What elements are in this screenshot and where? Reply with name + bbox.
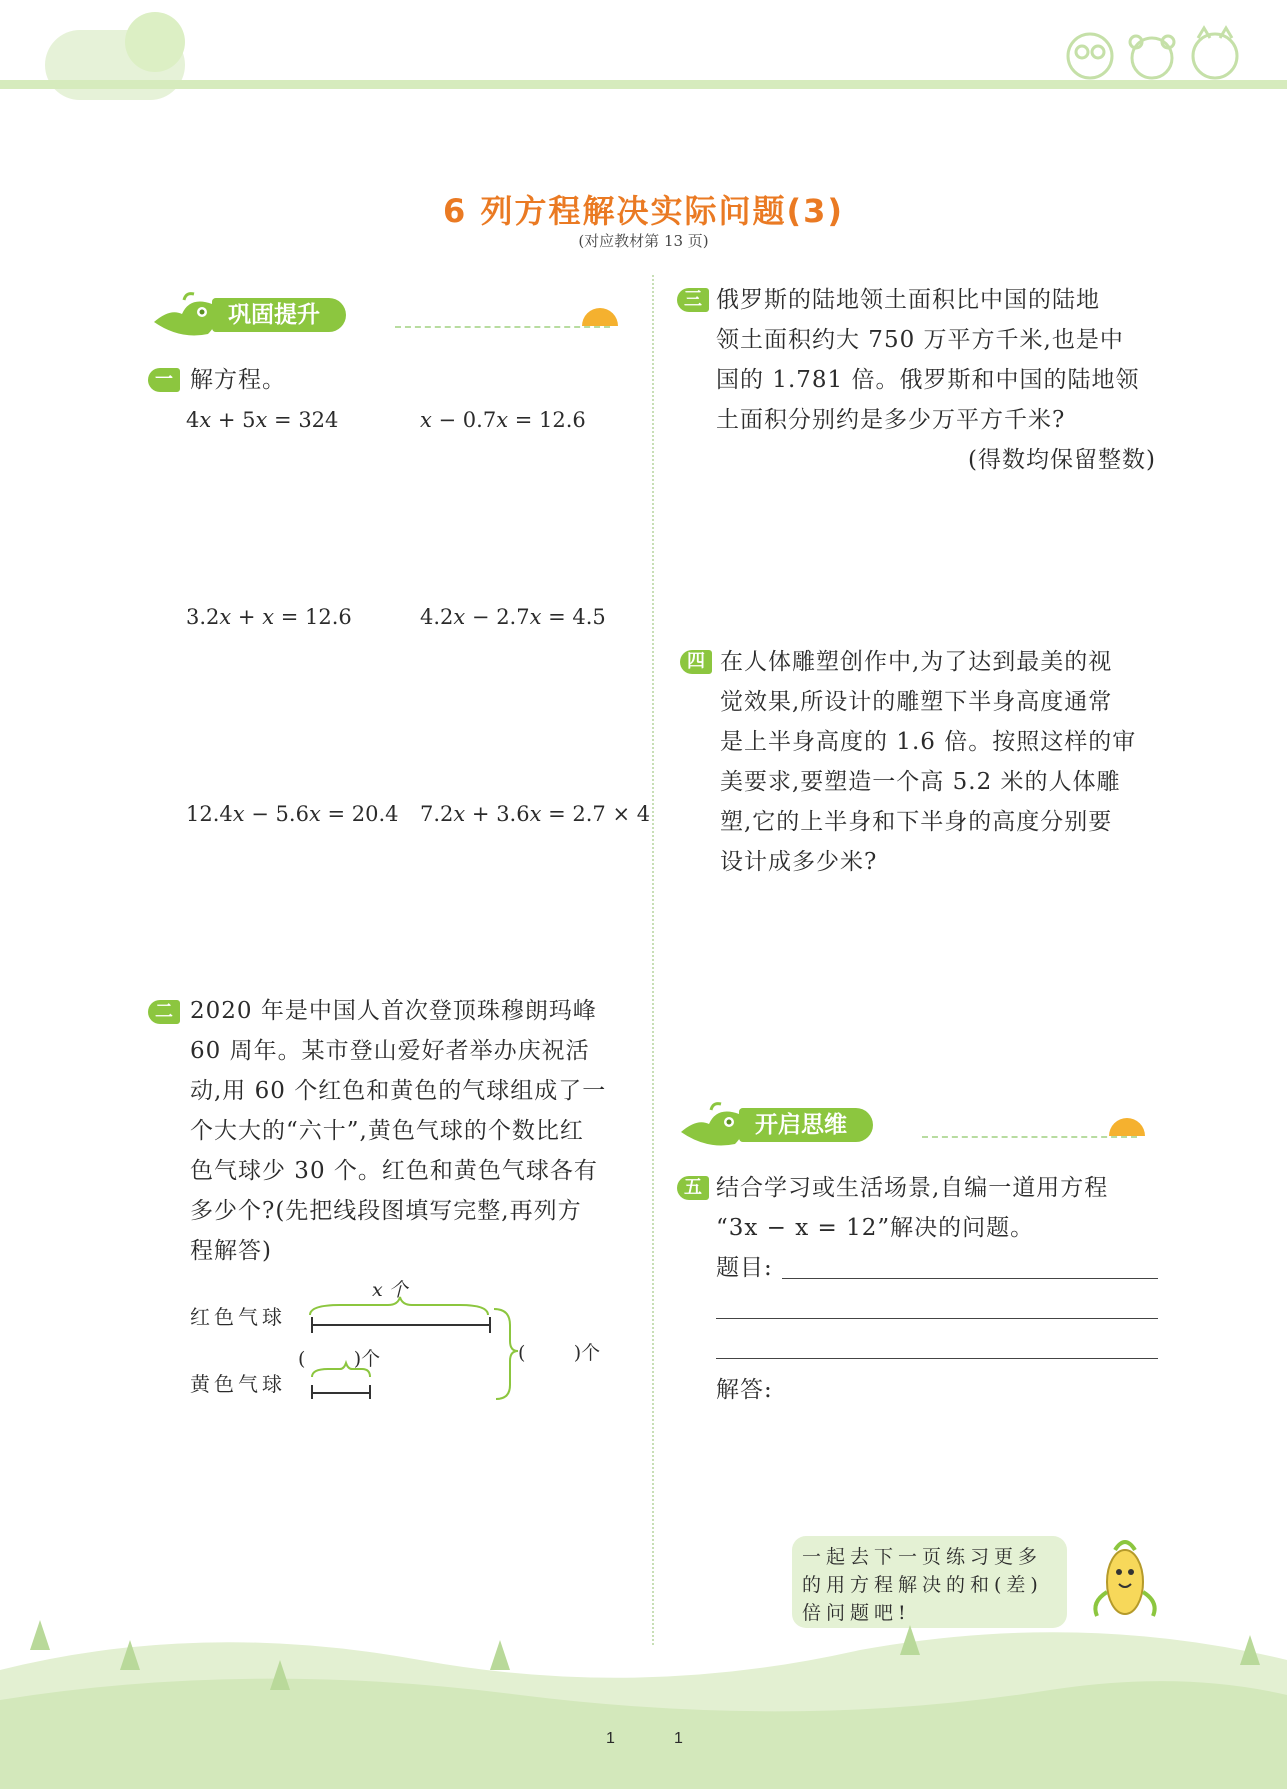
q2-text — [190, 991, 640, 1271]
q4-line: 设计成多少米? — [720, 849, 878, 875]
sunset-icon — [582, 308, 618, 326]
dashed-line — [922, 1136, 1137, 1138]
q3-line: 领土面积约大 750 万平方千米,也是中 — [716, 327, 1124, 353]
page-number: 1 — [674, 1730, 683, 1747]
section-banner-thinking — [677, 1100, 1162, 1150]
q2-line: 动,用 60 个红色和黄色的气球组成了一 — [190, 1078, 607, 1104]
q2-line: 个大大的“六十”,黄色气球的个数比红 — [190, 1118, 584, 1144]
sun-decoration — [125, 12, 185, 72]
q1-heading: 解方程。 — [190, 367, 286, 393]
equation-2: x − 0.7x = 12.6 — [420, 408, 586, 432]
answer-label: 解答: — [716, 1377, 773, 1403]
section-title-thinking: 开启思维 — [739, 1108, 873, 1142]
question-badge-3: 三 — [677, 288, 709, 312]
equation-3: 3.2x + x = 12.6 — [186, 605, 352, 629]
answer-line[interactable] — [716, 1358, 1158, 1359]
topic-label: 题目: — [716, 1255, 773, 1281]
q4-line: 美要求,要塑造一个高 5.2 米的人体雕 — [720, 769, 1121, 795]
bubble-line: 的用方程解决的和(差) — [802, 1574, 1043, 1596]
q3-line: 俄罗斯的陆地领土面积比中国的陆地 — [716, 287, 1100, 313]
question-badge-5: 五 — [677, 1176, 709, 1200]
yellow-balloon-label: 黄色气球 — [190, 1372, 286, 1396]
q4-line: 在人体雕塑创作中,为了达到最美的视 — [720, 649, 1113, 675]
question-badge-2: 二 — [148, 1000, 180, 1024]
q2-line: 色气球少 30 个。红色和黄色气球各有 — [190, 1158, 598, 1184]
q4-line: 觉效果,所设计的雕塑下半身高度通常 — [720, 689, 1113, 715]
total-label: ( )个 — [518, 1342, 601, 1364]
hills-decoration — [0, 1610, 1287, 1789]
answer-line[interactable] — [782, 1278, 1158, 1279]
section-title-consolidate: 巩固提升 — [212, 298, 346, 332]
equation-6: 7.2x + 3.6x = 2.7 × 4 — [420, 802, 651, 826]
segment-diagram — [300, 1295, 530, 1407]
answer-line[interactable] — [716, 1318, 1158, 1319]
x-label: x 个 — [372, 1279, 408, 1301]
q2-line: 60 周年。某市登山爱好者举办庆祝活 — [190, 1038, 590, 1064]
equation-4: 4.2x − 2.7x = 4.5 — [420, 605, 606, 629]
q4-line: 是上半身高度的 1.6 倍。按照这样的审 — [720, 729, 1137, 755]
bubble-line: 倍问题吧! — [802, 1602, 911, 1624]
q3-line: 国的 1.781 倍。俄罗斯和中国的陆地领 — [716, 367, 1140, 393]
animal-faces-icon — [1060, 22, 1250, 84]
page-number: 1 — [606, 1730, 615, 1747]
sunset-icon — [1109, 1118, 1145, 1136]
q3-text — [716, 280, 1186, 480]
bubble-line: 一起去下一页练习更多 — [802, 1546, 1043, 1568]
page-subtitle: (对应教材第 13 页) — [578, 232, 709, 250]
whale-icon — [677, 1100, 747, 1150]
question-badge-4: 四 — [680, 650, 712, 674]
dashed-line — [395, 326, 610, 328]
q4-text — [720, 642, 1190, 882]
q5-text — [716, 1168, 1186, 1248]
blank-label: ( )个 — [298, 1348, 381, 1370]
equation-5: 12.4x − 5.6x = 20.4 — [186, 802, 399, 826]
page-title: 6 列方程解决实际问题(3) — [443, 192, 844, 230]
column-divider — [652, 275, 654, 1645]
q2-line: 多少个?(先把线段图填写完整,再列方 — [190, 1198, 582, 1224]
question-badge-1: 一 — [148, 368, 180, 392]
section-banner-consolidate — [150, 290, 635, 340]
whale-icon — [150, 290, 220, 340]
q3-line: 土面积分别约是多少万平方千米? — [716, 407, 1066, 433]
equation-1: 4x + 5x = 324 — [186, 408, 339, 432]
q5-line: “3x − x = 12”解决的问题。 — [716, 1215, 1035, 1241]
q5-line: 结合学习或生活场景,自编一道用方程 — [716, 1175, 1109, 1201]
q4-line: 塑,它的上半身和下半身的高度分别要 — [720, 809, 1113, 835]
q2-line: 程解答) — [190, 1238, 272, 1264]
red-balloon-label: 红色气球 — [190, 1305, 286, 1329]
q2-line: 2020 年是中国人首次登顶珠穆朗玛峰 — [190, 998, 597, 1024]
q3-note: (得数均保留整数) — [968, 447, 1156, 473]
